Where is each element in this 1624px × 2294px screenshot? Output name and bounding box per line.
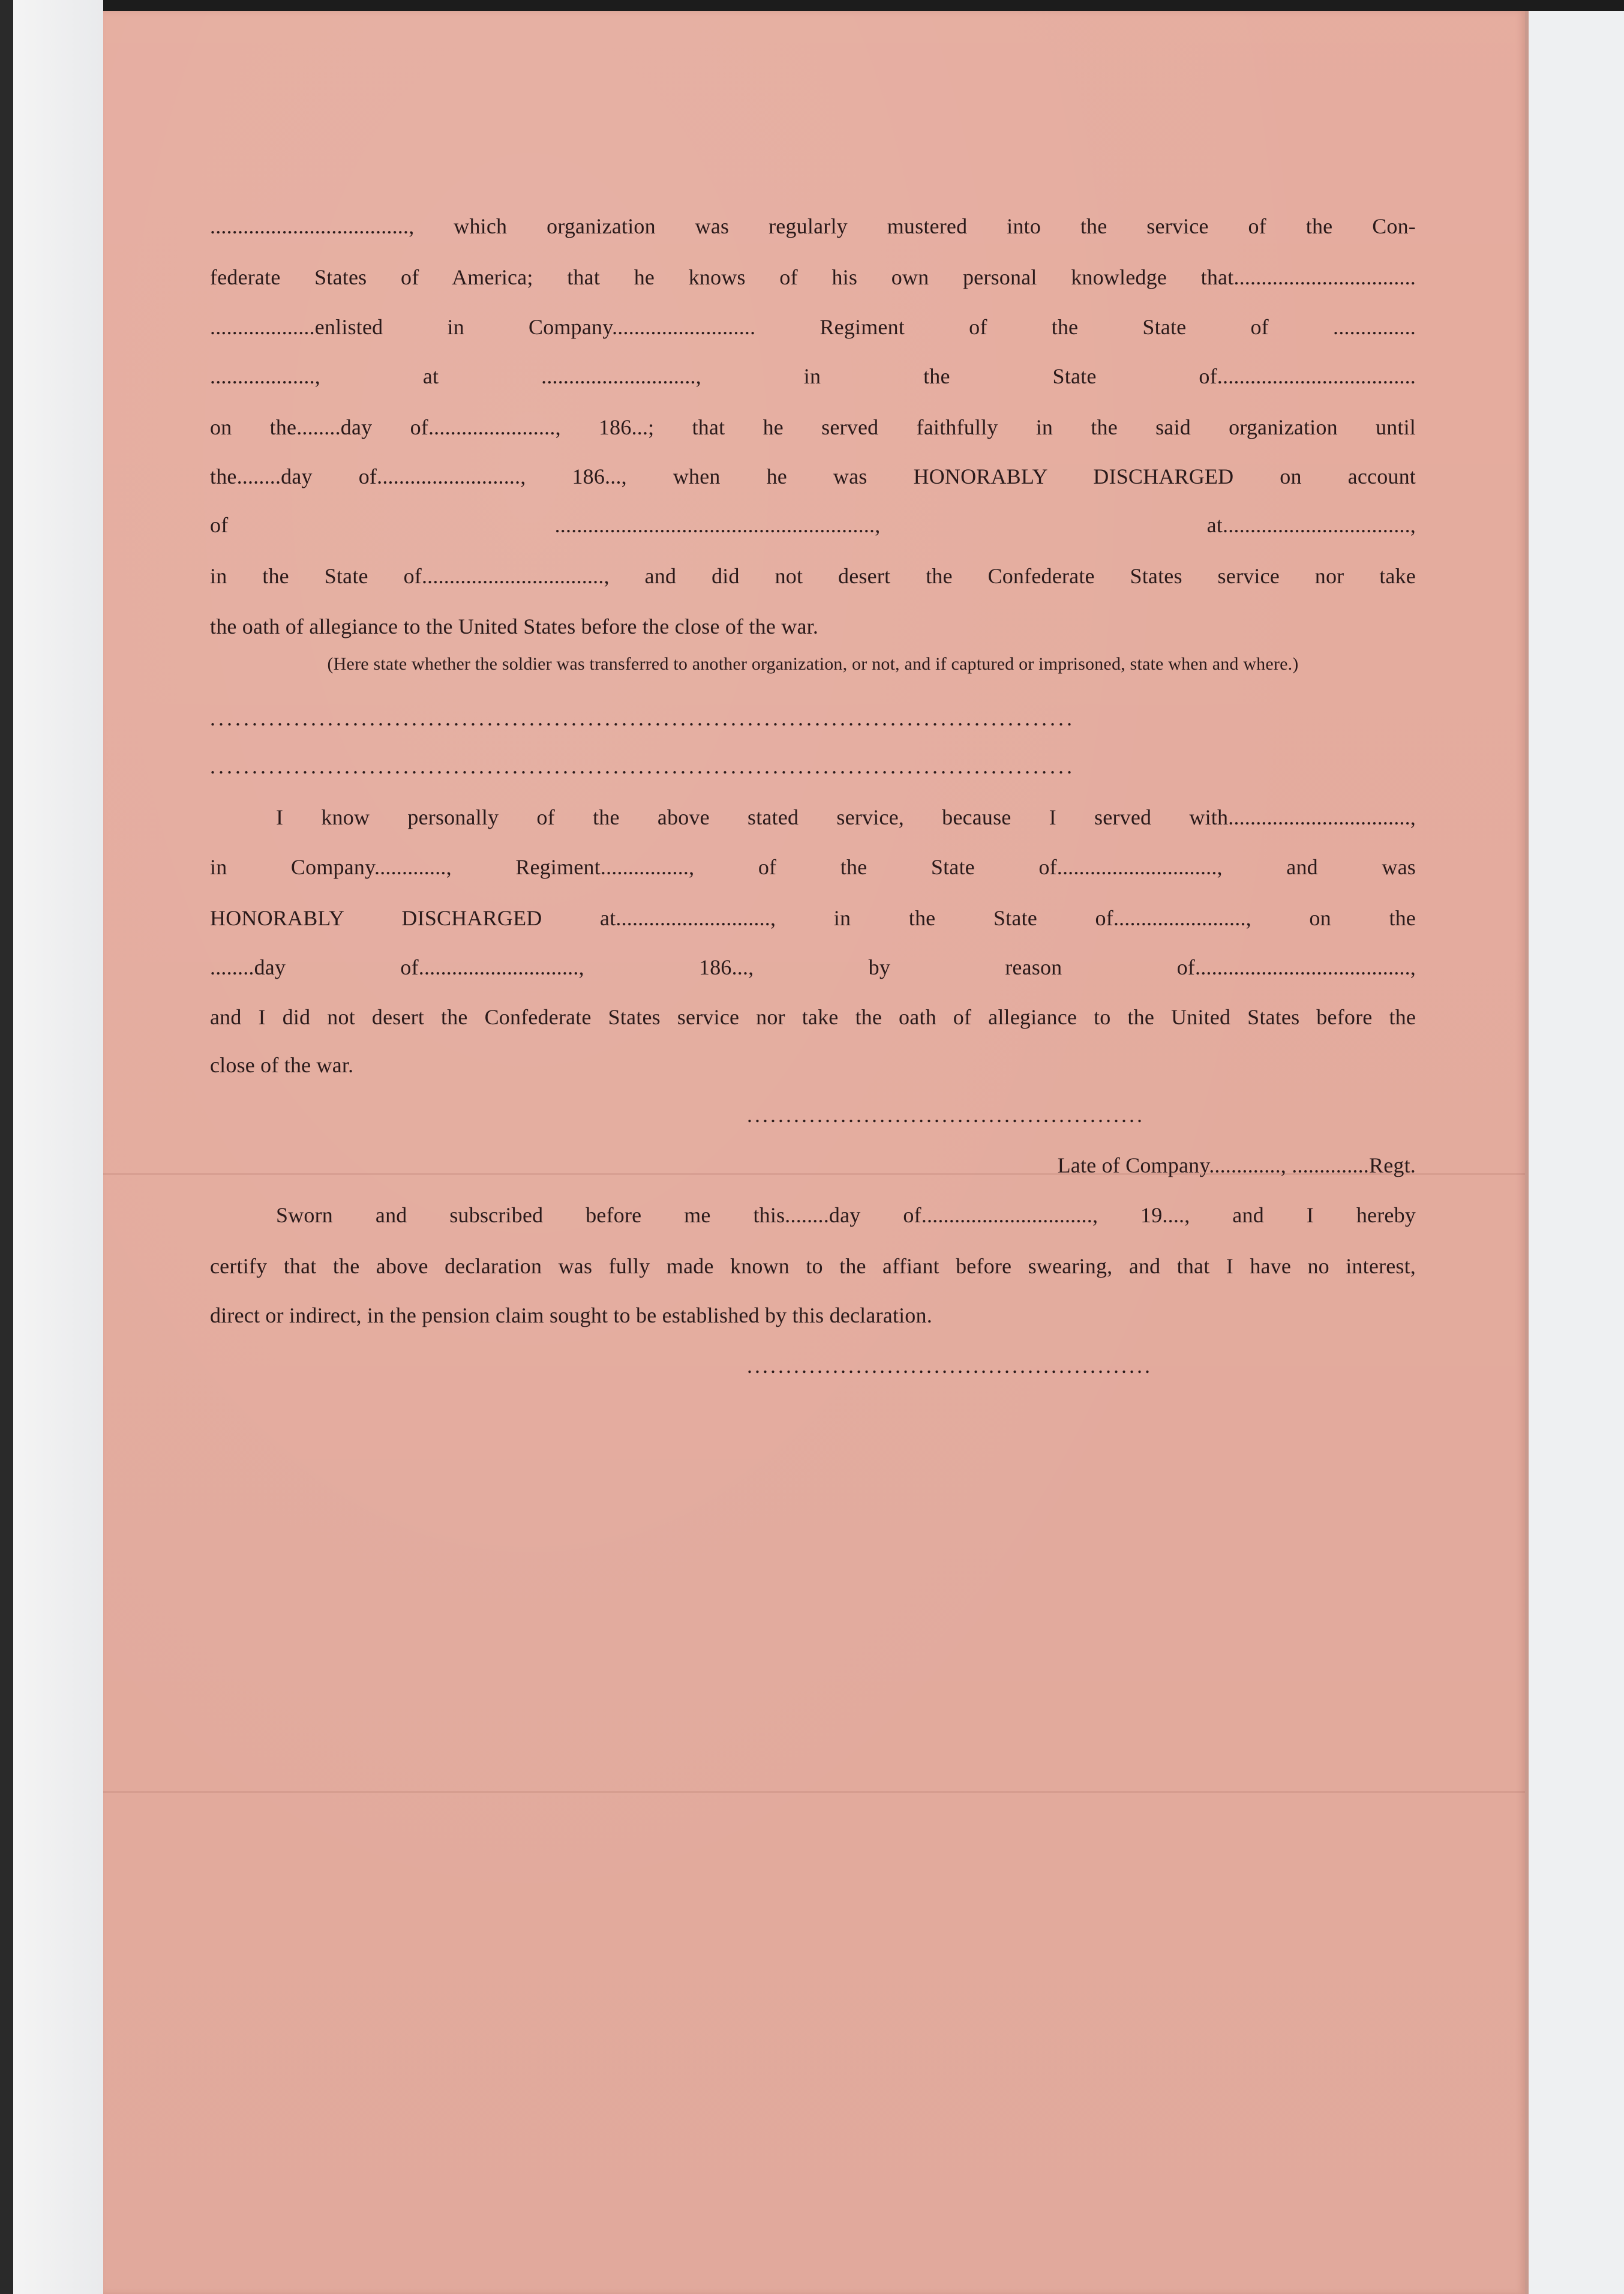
form-line: the oath of allegiance to the United States before the close of the war. [210,614,819,638]
form-blank-line: ....................................................................................................... [210,754,1075,778]
scanner-margin [13,0,103,2294]
form-line: certify that the above declaration was fully made known to the affiant before swearing, and that I have no interest, [210,1254,1416,1278]
form-line: the........day of.........................., 186..., when he was HONORABLY DISCHARGED on account [210,464,1416,488]
form-line: federate States of America; that he knows of his own personal knowledge that................................. [210,265,1416,289]
form-line: I know personally of the above stated service, because I served with................................., [276,805,1416,829]
form-blank-line: ....................................................................................................... [210,706,1075,730]
form-line: of .........................................................., at.................................., [210,513,1416,537]
form-line: close of the war. [210,1053,354,1077]
form-line: and I did not desert the Confederate States service nor take the oath of allegiance to the United States before the [210,1005,1416,1029]
form-line: HONORABLY DISCHARGED at............................, in the State of........................, on the [210,906,1416,930]
form-line: ...................enlisted in Company.......................... Regiment of the State of ............... [210,315,1416,339]
form-line: ..................., at ............................, in the State of.................................... [210,364,1416,388]
page-right-edge [1525,11,1529,2294]
form-line: in Company............., Regiment................, of the State of............................., and was [210,855,1416,879]
form-line: Sworn and subscribed before me this........day of..............................., 19...., and I hereby [276,1203,1416,1227]
form-line: ........day of............................., 186..., by reason of......................................., [210,955,1416,979]
late-of-company-line: Late of Company............., ..............Regt. [1057,1153,1416,1177]
form-instruction-note: (Here state whether the soldier was transferred to another organization, or not, and if captured or imprisoned, state when and where.) [327,654,1299,674]
scanner-left-edge [0,0,13,2294]
scanner-top-edge [0,0,1624,11]
officer-signature-line: .................................................... [747,1354,1152,1378]
form-line: ...................................., which organization was regularly mustered into the service of the Con- [210,214,1416,238]
page-fold-line [103,1791,1525,1793]
form-line: in the State of................................., and did not desert the Confederate States service nor take [210,564,1416,588]
affiant-signature-line: ................................................... [747,1103,1145,1127]
form-line: direct or indirect, in the pension claim sought to be established by this declaration. [210,1303,932,1327]
form-line: on the........day of......................., 186...; that he served faithfully in the said organization until [210,415,1416,439]
